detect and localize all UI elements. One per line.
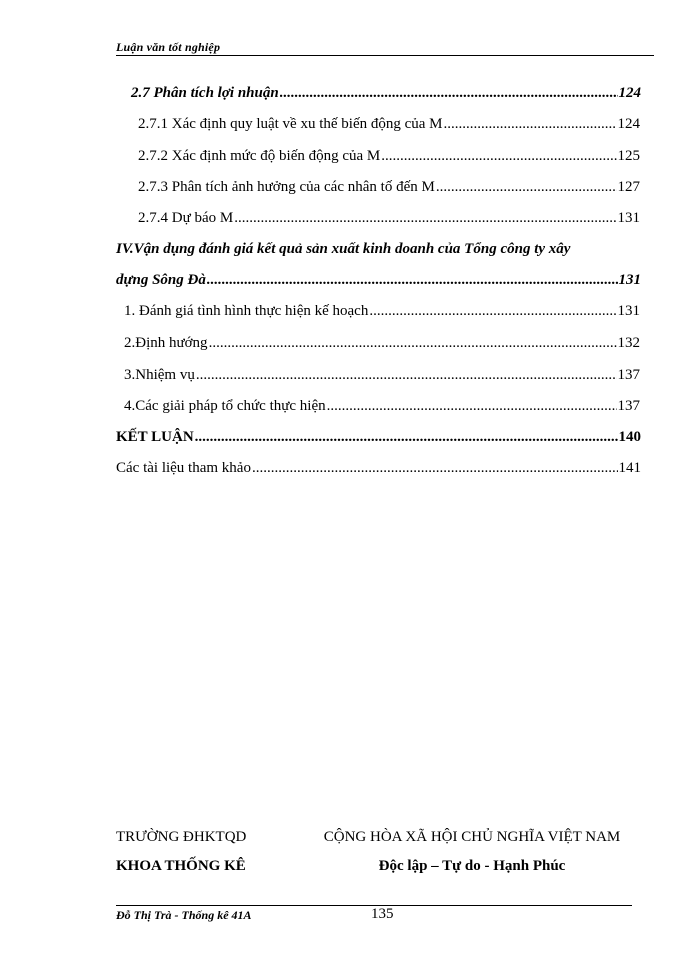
toc-leader [327,397,617,415]
toc-leader [369,302,616,320]
toc-leader [252,459,618,477]
toc-entry-page: 127 [617,179,640,195]
toc-leader [436,178,617,196]
toc-entry-title-continuation: dựng Sông Đà [116,272,206,288]
national-motto: CỘNG HÒA XÃ HỘI CHỦ NGHĨA VIỆT NAM [323,829,621,845]
toc-entry-page: 124 [618,85,641,101]
toc-entry-title: 2.Định hướng [124,335,208,351]
toc-entry-page: 137 [617,398,640,414]
footer-author: Đỗ Thị Trà - Thống kê 41A [116,908,252,922]
toc-entry-title: IV.Vận dụng đánh giá kết quả sản xuất kinh doanh của Tổng công ty xây [116,241,571,257]
toc-leader [381,147,616,165]
page-number: 135 [371,906,394,922]
toc-leader [280,84,618,102]
toc-entry [138,147,640,165]
toc-entry-page: 131 [617,210,640,226]
toc-leader [207,271,618,289]
toc-leader [195,428,618,446]
toc-entry-page: 131 [617,303,640,319]
toc-entry [124,302,640,320]
toc-entry-title: 4.Các giải pháp tổ chức thực hiện [124,398,326,414]
toc-entry [124,397,640,415]
toc-entry-title: 2.7.3 Phân tích ảnh hưởng của các nhân tố đến M [138,179,435,195]
toc-entry [116,459,641,477]
toc-entry-page: 125 [617,148,640,164]
toc-entry-title: 2.7 Phân tích lợi nhuận [131,85,279,101]
toc-entry-page: 131 [618,272,641,288]
toc-entry [124,334,640,352]
school-name: TRƯỜNG ĐHKTQD [116,829,247,845]
toc-entry-page: 124 [617,116,640,132]
toc-leader [209,334,617,352]
toc-entry-title: 2.7.1 Xác định quy luật về xu thế biến động của M [138,116,443,132]
toc-entry [138,178,640,196]
faculty-name: KHOA THỐNG KÊ [116,858,246,874]
toc-leader [444,115,617,133]
toc-entry-title: 2.7.4 Dự báo M [138,210,234,226]
toc-entry [116,271,641,289]
toc-entry-page: 132 [617,335,640,351]
toc-entry-title: 1. Đánh giá tình hình thực hiện kế hoạch [124,303,369,319]
toc-entry-page: 140 [618,429,641,445]
toc-entry-page: 141 [618,460,641,476]
toc-entry-page: 137 [617,367,640,383]
national-slogan: Độc lập – Tự do - Hạnh Phúc [378,858,566,874]
toc-leader [196,366,617,384]
toc-entry [138,209,640,227]
toc-entry-title: KẾT LUẬN [116,429,194,445]
toc-entry-title: 3.Nhiệm vụ [124,367,195,383]
toc-entry-title: Các tài liệu tham khảo [116,460,251,476]
toc-entry [116,428,641,446]
toc-leader [234,209,616,227]
toc-entry [124,366,640,384]
toc-entry [138,115,640,133]
toc-entry-title: 2.7.2 Xác định mức độ biến động của M [138,148,381,164]
toc-entry [131,84,641,102]
running-header: Luận văn tốt nghiệp [116,40,221,54]
